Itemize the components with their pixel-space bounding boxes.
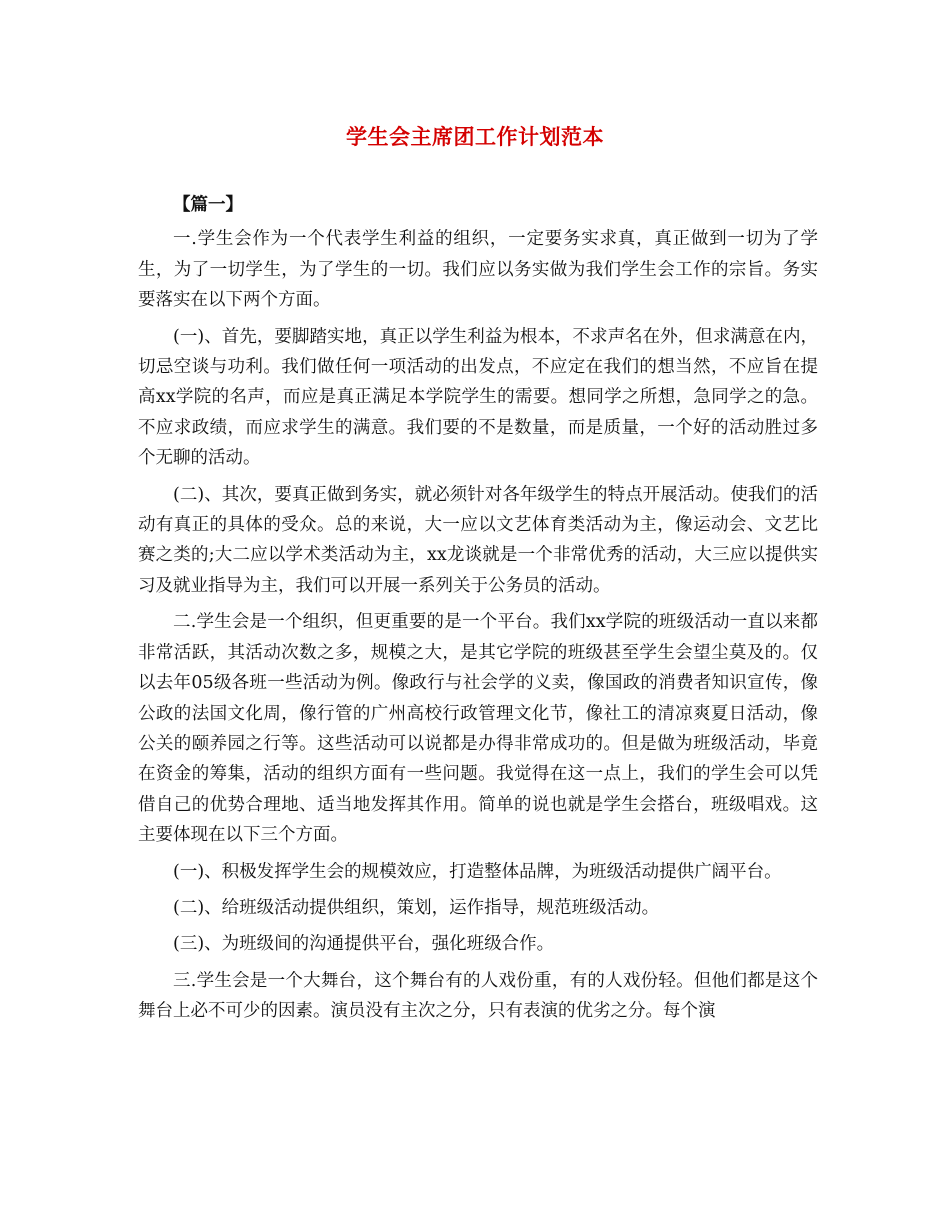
paragraph-7: (三)、为班级间的沟通提供平台，强化班级合作。 <box>173 934 555 955</box>
paragraph-6: (二)、给班级活动提供组织，策划，运作指导，规范班级活动。 <box>173 897 660 918</box>
section-marker: 【篇一】 <box>173 195 243 215</box>
document-body <box>138 190 818 1033</box>
paragraph-8: 三.学生会是一个大舞台，这个舞台有的人戏份重，有的人戏份轻。但他们都是这个舞台上必不可少的因素。演员没有主次之分，只有表演的优劣之分。每个演 <box>138 970 818 1022</box>
paragraph-4: 二.学生会是一个组织，但更重要的是一个平台。我们xx学院的班级活动一直以来都非常活跃，其活动次数之多，规模之大，是其它学院的班级甚至学生会望尘莫及的。仅以去年05级各班一些活动为例。像政行与社会学的义卖，像国政的消费者知识宣传，像公政的法国文化周，像行管的广州高校行政管理文化节，像社工的清凉爽夏日活动，像公关的颐养园之行等。这些活动可以说都是办得非常成功的。但是做为班级活动，毕竟在资金的筹集，活动的组织方面有一些问题。我觉得在这一点上，我们的学生会可以凭借自己的优势合理地、适当地发挥其作用。简单的说也就是学生会搭台，班级唱戏。这主要体现在以下三个方面。 <box>138 612 818 846</box>
paragraph-3: (二)、其次，要真正做到务实，就必须针对各年级学生的特点开展活动。使我们的活动有真正的具体的受众。总的来说，大一应以文艺体育类活动为主，像运动会、文艺比赛之类的;大二应以学术类活动为主，xx龙谈就是一个非常优秀的活动，大三应以提供实习及就业指导为主，我们可以开展一系列关于公务员的活动。 <box>138 484 818 596</box>
paragraph-1: 一.学生会作为一个代表学生利益的组织，一定要务实求真，真正做到一切为了学生，为了一切学生，为了学生的一切。我们应以务实做为我们学生会工作的宗旨。务实要落实在以下两个方面。 <box>138 229 818 311</box>
paragraph-5: (一)、积极发挥学生会的规模效应，打造整体品牌，为班级活动提供广阔平台。 <box>173 861 782 882</box>
paragraph-2: (一)、首先，要脚踏实地，真正以学生利益为根本，不求声名在外，但求满意在内，切忌空谈与功利。我们做任何一项活动的出发点，不应定在我们的想当然，不应旨在提高xx学院的名声，而应是真正满足本学院学生的需要。想同学之所想，急同学之的急。不应求政绩，而应求学生的满意。我们要的不是数量，而是质量，一个好的活动胜过多个无聊的活动。 <box>138 326 818 469</box>
document-title: 学生会主席团工作计划范本 <box>346 124 604 149</box>
